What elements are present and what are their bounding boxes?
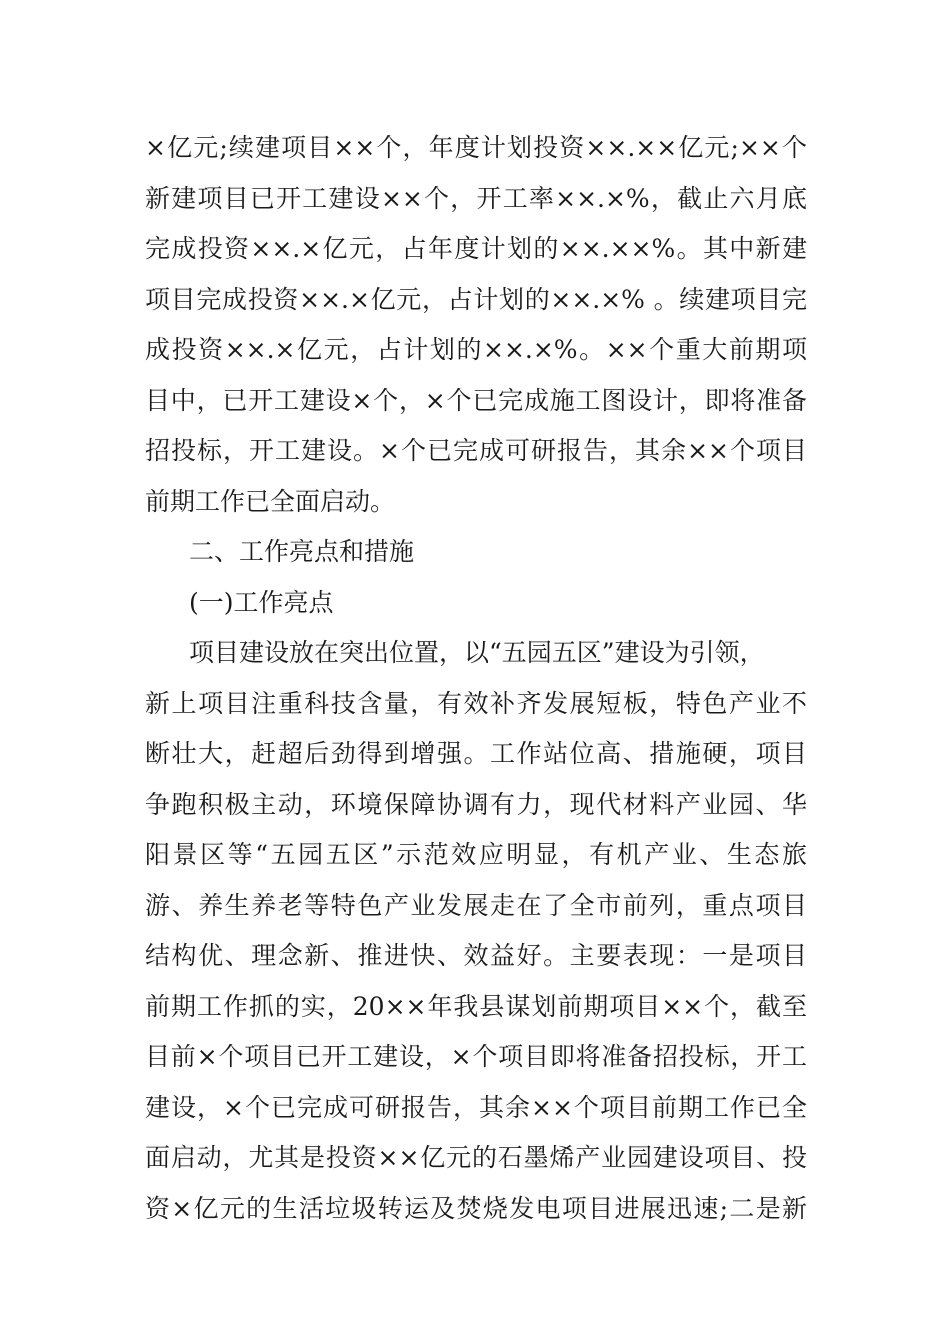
subsection-heading: (一)工作亮点 — [189, 587, 334, 617]
text-line: 新上项目注重科技含量，有效补齐发展短板，特色产业不 — [145, 688, 807, 718]
text-line: 前期工作已全面启动。 — [145, 486, 396, 516]
text-line: 完成投资××.×亿元，占年度计划的××.××%。其中新建 — [145, 234, 807, 263]
text-line: 前期工作抓的实，20××年我县谋划前期项目××个，截至 — [145, 991, 807, 1021]
text-line: 目中，已开工建设×个，×个已完成施工图设计，即将准备 — [145, 385, 807, 415]
section-heading: 二、工作亮点和措施 — [189, 537, 415, 566]
paragraph-investment-summary — [145, 123, 807, 527]
text-line: 结构优、理念新、推进快、效益好。主要表现：一是项目 — [145, 941, 807, 970]
text-line: 面启动，尤其是投资××亿元的石墨烯产业园建设项目、投 — [145, 1143, 807, 1172]
text-line: 争跑积极主动，环境保障协调有力，现代材料产业园、华 — [145, 789, 807, 819]
text-line: 建设，×个已完成可研报告，其余××个项目前期工作已全 — [145, 1092, 807, 1122]
text-line: ×亿元;续建项目××个，年度计划投资××.××亿元;××个 — [145, 133, 807, 162]
document-body — [145, 123, 807, 1234]
text-line: 游、养生养老等特色产业发展走在了全市前列，重点项目 — [145, 890, 807, 920]
text-line: 招投标，开工建设。×个已完成可研报告，其余××个项目 — [145, 436, 807, 465]
text-line: 项目完成投资××.×亿元，占计划的××.×% 。续建项目完 — [145, 284, 807, 314]
text-line: 阳景区等“五园五区”示范效应明显，有机产业、生态旅 — [145, 840, 807, 869]
text-line: 目前×个项目已开工建设，×个项目即将准备招投标，开工 — [145, 1042, 807, 1071]
paragraph-highlights — [145, 628, 807, 1234]
text-line: 项目建设放在突出位置，以“五园五区”建设为引领， — [189, 638, 765, 667]
text-line: 资×亿元的生活垃圾转运及焚烧发电项目进展迅速;二是新 — [145, 1193, 807, 1223]
text-line: 成投资××.×亿元，占计划的××.×%。××个重大前期项 — [145, 335, 807, 364]
text-line: 断壮大，赶超后劲得到增强。工作站位高、措施硬，项目 — [145, 739, 807, 768]
text-line: 新建项目已开工建设××个，开工率××.×%，截止六月底 — [145, 183, 807, 213]
